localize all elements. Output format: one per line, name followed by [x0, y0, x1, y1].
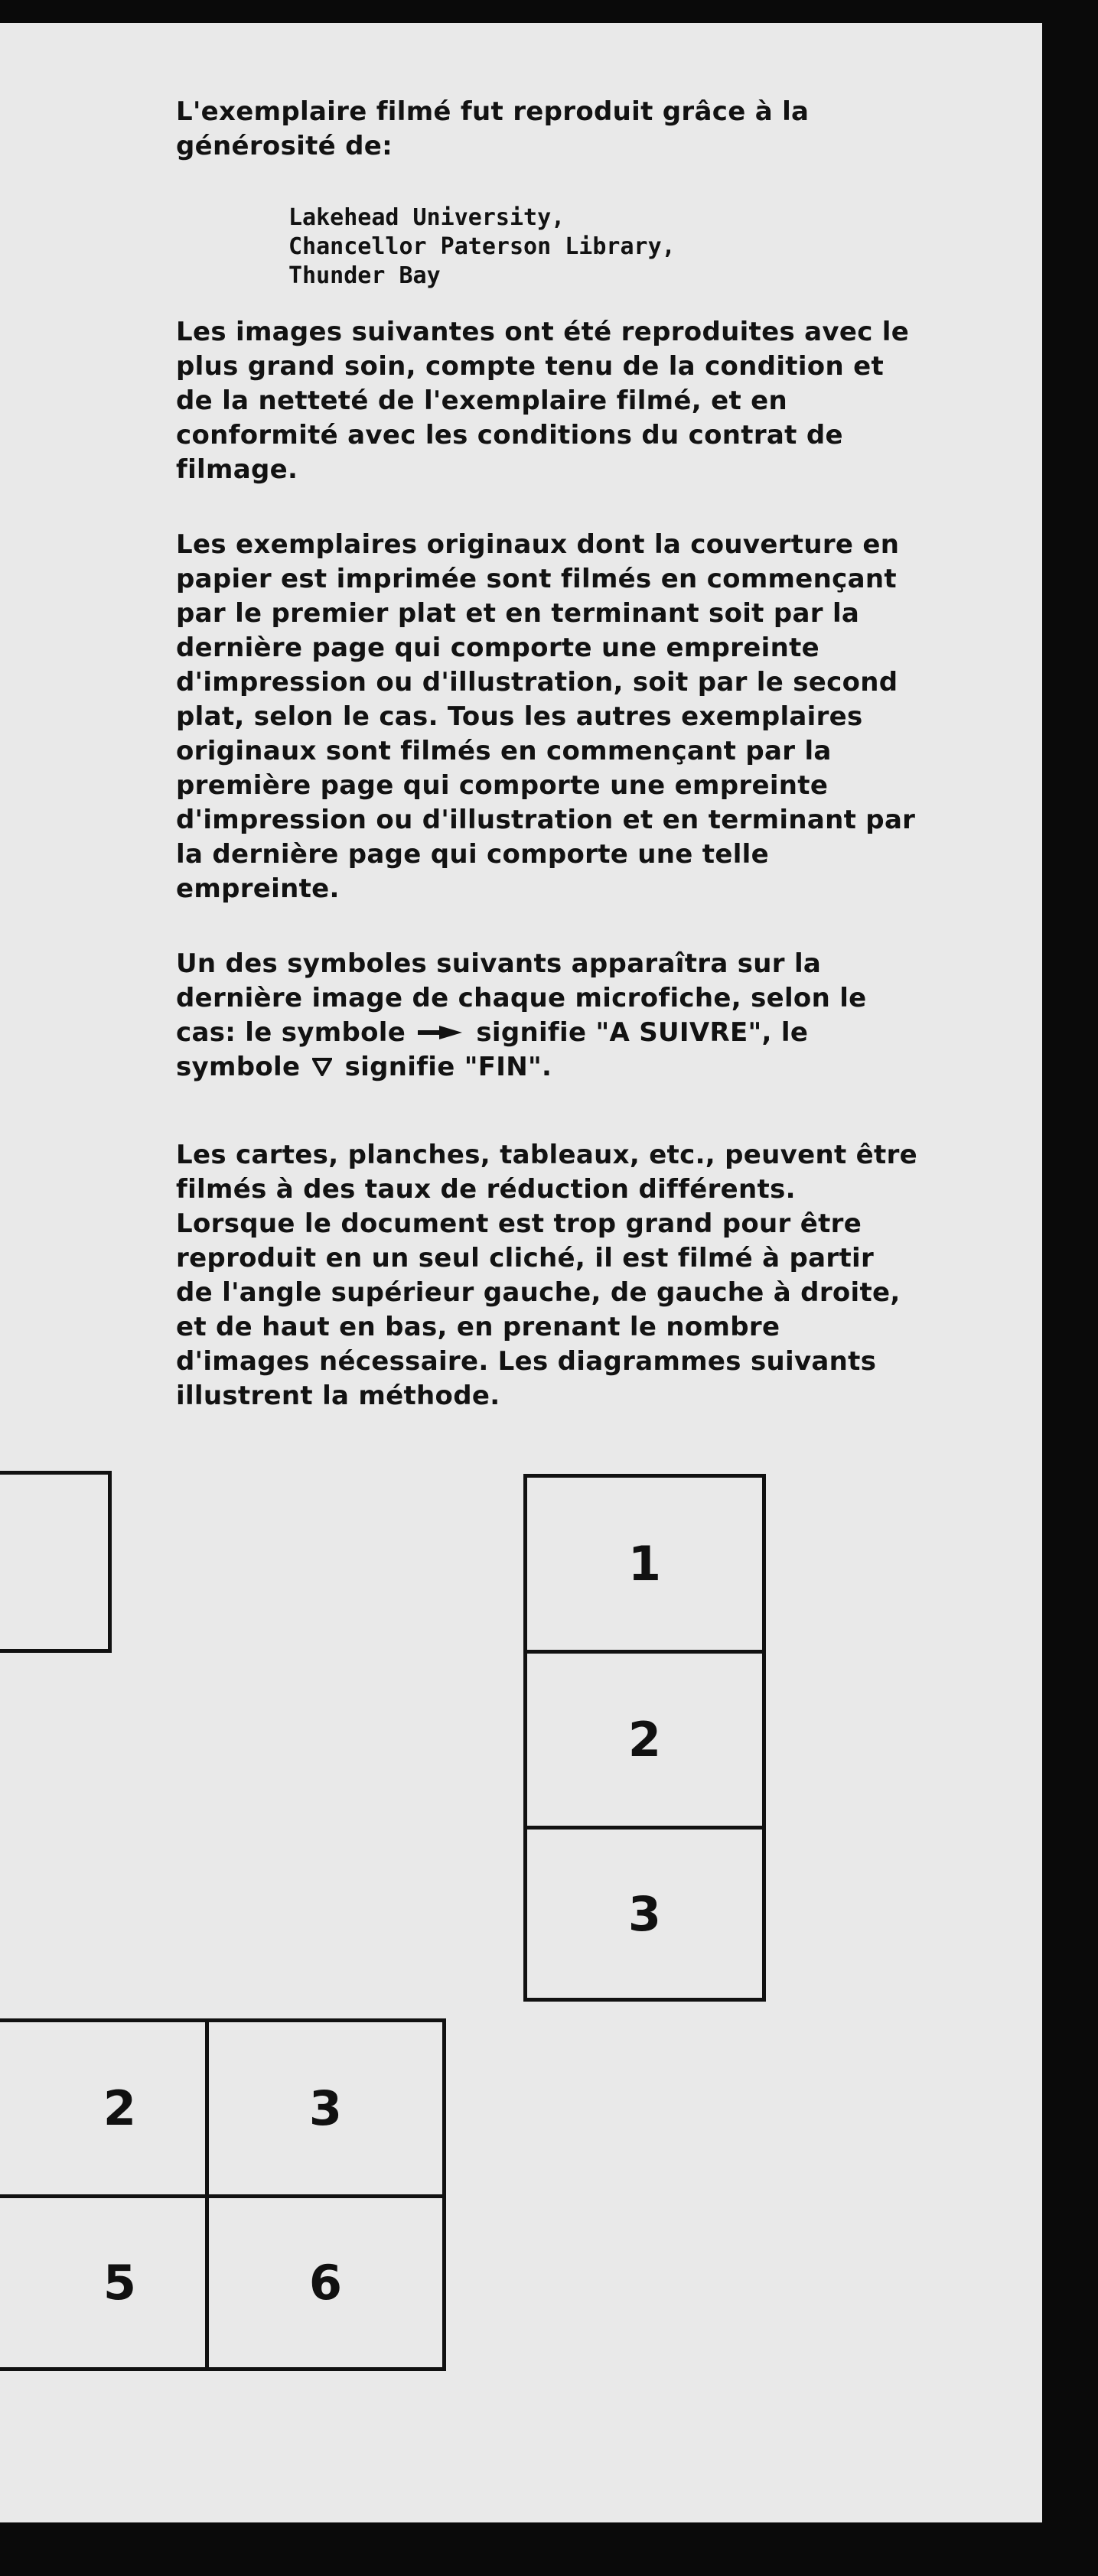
- symbols-text: signifie "A SUIVRE", le: [476, 1017, 809, 1048]
- diagram-cell: 3: [627, 1885, 662, 1942]
- address-line: Thunder Bay: [288, 262, 441, 289]
- originals-line: empreinte.: [176, 873, 340, 904]
- diagram-cell: 2: [103, 2080, 137, 2136]
- diagram-cell: 5: [103, 2255, 137, 2311]
- maps-line: illustrent la méthode.: [176, 1381, 500, 1411]
- maps-line: reproduit en un seul cliché, il est filmé à partir: [176, 1243, 875, 1273]
- originals-line: Les exemplaires originaux dont la couverture en: [176, 529, 900, 560]
- grid-diagram: [0, 2018, 446, 2371]
- originals-line: par le premier plat et en terminant soit par la: [176, 598, 860, 629]
- document-page: [0, 23, 1042, 2522]
- symbols-line: dernière image de chaque microfiche, selon le: [176, 983, 867, 1013]
- symbols-line: Un des symboles suivants apparaîtra sur la: [176, 948, 822, 979]
- diagram-cell: 6: [308, 2255, 343, 2311]
- maps-line: Les cartes, planches, tableaux, etc., peuvent être: [176, 1140, 917, 1170]
- originals-line: d'impression ou d'illustration et en terminant par: [176, 805, 916, 835]
- symbols-line: [176, 1016, 956, 1050]
- maps-line: d'images nécessaire. Les diagrammes suivants: [176, 1346, 877, 1377]
- care-line: filmage.: [176, 454, 298, 485]
- care-line: plus grand soin, compte tenu de la condition et: [176, 351, 884, 382]
- diagram-cell: 2: [627, 1712, 662, 1768]
- triangle-down-icon: [312, 1058, 332, 1076]
- originals-line: plat, selon le cas. Tous les autres exemplaires: [176, 701, 863, 732]
- address-line: Lakehead University,: [288, 204, 565, 231]
- care-line: conformité avec les conditions du contrat de: [176, 420, 843, 450]
- originals-line: originaux sont filmés en commençant par la: [176, 736, 832, 766]
- originals-line: première page qui comporte une empreinte: [176, 770, 829, 801]
- maps-line: Lorsque le document est trop grand pour être: [176, 1208, 862, 1239]
- intro-line: générosité de:: [176, 131, 393, 161]
- symbols-text: signifie "FIN".: [344, 1052, 552, 1082]
- diagram-cell: 1: [627, 1536, 662, 1592]
- address-line: Chancellor Paterson Library,: [288, 233, 676, 260]
- care-paragraph: [176, 315, 956, 487]
- symbols-line: [176, 1050, 956, 1085]
- maps-line: et de haut en bas, en prenant le nombre: [176, 1312, 780, 1342]
- arrow-right-icon: [418, 1026, 462, 1039]
- intro-line: L'exemplaire filmé fut reproduit grâce à la: [176, 96, 810, 127]
- vertical-diagram: [523, 1474, 766, 2002]
- care-line: de la netteté de l'exemplaire filmé, et en: [176, 385, 788, 416]
- partial-horizontal-diagram: [0, 1471, 112, 1653]
- symbols-paragraph: [176, 947, 956, 1085]
- symbols-text: cas: le symbole: [176, 1017, 406, 1048]
- maps-line: de l'angle supérieur gauche, de gauche à droite,: [176, 1277, 901, 1308]
- intro-paragraph: [176, 95, 956, 164]
- originals-paragraph: [176, 528, 956, 906]
- library-address: [288, 203, 778, 291]
- symbols-text: symbole: [176, 1052, 301, 1082]
- care-line: Les images suivantes ont été reproduites avec le: [176, 317, 910, 347]
- maps-paragraph: [176, 1138, 956, 1413]
- diagram-cell: 3: [308, 2080, 343, 2136]
- originals-line: dernière page qui comporte une empreinte: [176, 633, 819, 663]
- maps-line: filmés à des taux de réduction différents.: [176, 1174, 796, 1205]
- originals-line: papier est imprimée sont filmés en commençant: [176, 564, 897, 594]
- diagram-cell: [0, 1475, 4, 1649]
- originals-line: d'impression ou d'illustration, soit par le second: [176, 667, 898, 698]
- originals-line: la dernière page qui comporte une telle: [176, 839, 769, 870]
